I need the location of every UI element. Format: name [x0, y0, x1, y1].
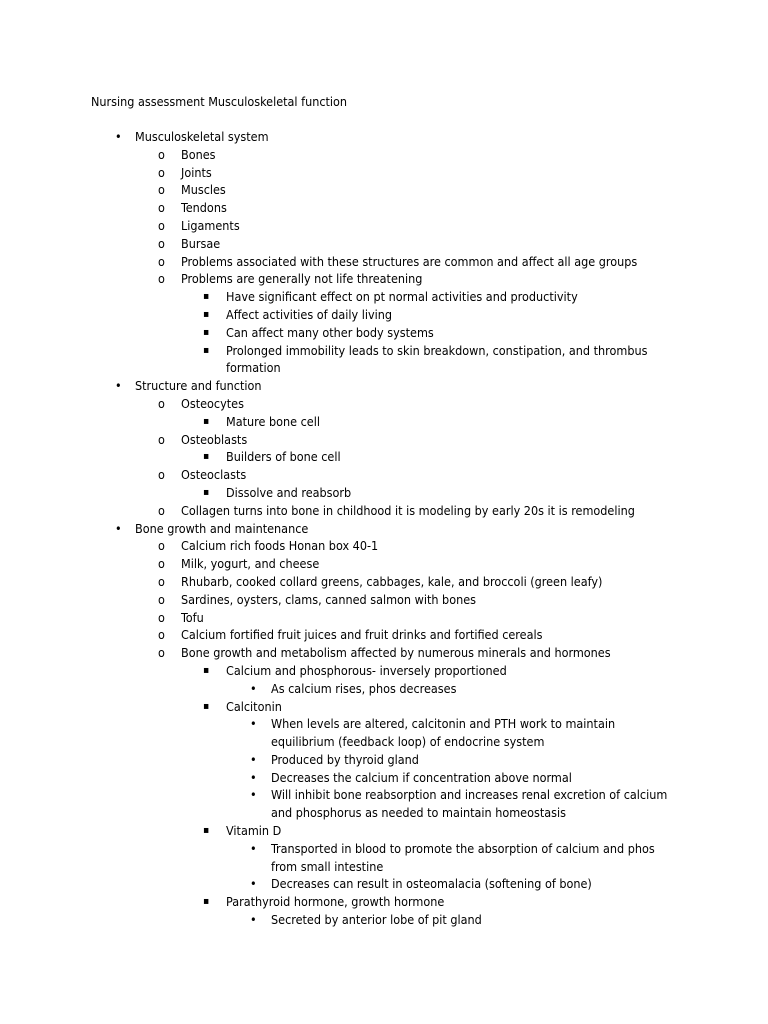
list-item-text: Problems associated with these structures are common and affect all age groups	[181, 253, 638, 269]
bullet-marker: o	[158, 627, 165, 643]
list-item-text: Can affect many other body systems	[226, 324, 434, 340]
bullet-marker: o	[158, 182, 165, 198]
list-item-text: Rhubarb, cooked collard greens, cabbages, kale, and broccoli (green leafy)	[181, 573, 603, 589]
list-item	[0, 840, 768, 858]
list-item	[0, 875, 768, 893]
list-item-text: Calcium fortified fruit juices and fruit drinks and fortified cereals	[181, 627, 543, 643]
bullet-marker: o	[158, 431, 165, 447]
list-item-continuation	[0, 804, 768, 822]
list-item	[0, 181, 768, 199]
list-item	[0, 235, 768, 253]
list-item	[0, 520, 768, 538]
bullet-marker: ▪	[203, 326, 210, 338]
list-item-text: When levels are altered, calcitonin and PTH work to maintain	[271, 716, 616, 732]
bullet-marker: o	[158, 217, 165, 233]
list-item	[0, 448, 768, 466]
list-item	[0, 769, 768, 787]
list-item	[0, 217, 768, 235]
bullet-marker: ▪	[203, 451, 210, 463]
list-item-text: equilibrium (feedback loop) of endocrine system	[271, 734, 545, 750]
list-item-text: Decreases the calcium if concentration above normal	[271, 769, 572, 785]
list-item-text: Decreases can result in osteomalacia (softening of bone)	[271, 876, 592, 892]
list-item	[0, 395, 768, 413]
list-item-text: Secreted by anterior lobe of pit gland	[271, 912, 482, 928]
list-item	[0, 502, 768, 520]
list-item-text: Produced by thyroid gland	[271, 751, 419, 767]
list-item	[0, 484, 768, 502]
list-item-text: Dissolve and reabsorb	[226, 484, 352, 500]
list-item-continuation	[0, 858, 768, 876]
list-item	[0, 270, 768, 288]
bullet-marker: ▪	[203, 825, 210, 837]
list-item-text: Osteocytes	[181, 395, 244, 411]
list-item	[0, 626, 768, 644]
list-item-text: Bone growth and maintenance	[135, 520, 309, 536]
list-item-text: Prolonged immobility leads to skin breakdown, constipation, and thrombus	[226, 342, 648, 358]
list-item-text: formation	[226, 360, 281, 376]
list-item	[0, 786, 768, 804]
list-item-text: Bone growth and metabolism affected by numerous minerals and hormones	[181, 645, 611, 661]
list-item	[0, 893, 768, 911]
list-item	[0, 644, 768, 662]
bullet-marker: ▪	[203, 700, 210, 712]
list-item	[0, 146, 768, 164]
list-item	[0, 751, 768, 769]
list-item	[0, 609, 768, 627]
bullet-marker: o	[158, 609, 165, 625]
list-item-text: Have significant effect on pt normal activities and productivity	[226, 289, 578, 305]
list-item-text: Osteoclasts	[181, 467, 247, 483]
list-item	[0, 698, 768, 716]
bullet-marker: o	[158, 573, 165, 589]
list-item-text: Transported in blood to promote the absorption of calcium and phos	[271, 840, 655, 856]
list-item	[0, 680, 768, 698]
bullet-marker: o	[158, 271, 165, 287]
list-item-text: Muscles	[181, 182, 226, 198]
bullet-marker: ▪	[203, 415, 210, 427]
list-item-text: Bones	[181, 146, 216, 162]
list-item	[0, 591, 768, 609]
list-item-text: Tendons	[181, 200, 227, 216]
list-item	[0, 253, 768, 271]
list-item-text: Problems are generally not life threatening	[181, 271, 423, 287]
bullet-marker: o	[158, 253, 165, 269]
bullet-marker: •	[115, 378, 122, 394]
bullet-marker: ▪	[203, 291, 210, 303]
bullet-marker: •	[115, 520, 122, 536]
list-item	[0, 342, 768, 360]
bullet-marker: o	[158, 591, 165, 607]
list-item-text: Sardines, oysters, clams, canned salmon with bones	[181, 591, 476, 607]
list-item	[0, 715, 768, 733]
list-item-text: As calcium rises, phos decreases	[271, 680, 457, 696]
bullet-marker: o	[158, 200, 165, 216]
bullet-marker: •	[250, 912, 257, 928]
list-item-text: Joints	[181, 164, 212, 180]
list-item	[0, 199, 768, 217]
list-item-text: and phosphorus as needed to maintain homeostasis	[271, 805, 566, 821]
list-item	[0, 822, 768, 840]
bullet-marker: ▪	[203, 344, 210, 356]
bullet-marker: •	[250, 751, 257, 767]
list-item-text: Bursae	[181, 235, 221, 251]
list-item	[0, 466, 768, 484]
bullet-marker: o	[158, 645, 165, 661]
bullet-marker: o	[158, 556, 165, 572]
list-item	[0, 306, 768, 324]
list-item-text: Structure and function	[135, 378, 262, 394]
list-item-text: Calcium and phosphorous- inversely proportioned	[226, 662, 507, 678]
list-item	[0, 164, 768, 182]
list-item-continuation	[0, 359, 768, 377]
list-item-text: Mature bone cell	[226, 413, 320, 429]
list-item	[0, 377, 768, 395]
bullet-marker: ▪	[203, 486, 210, 498]
bullet-marker: •	[250, 680, 257, 696]
list-item-text: Osteoblasts	[181, 431, 248, 447]
bullet-marker: ▪	[203, 664, 210, 676]
list-item	[0, 413, 768, 431]
list-item	[0, 911, 768, 929]
bullet-marker: ▪	[203, 308, 210, 320]
list-item	[0, 431, 768, 449]
list-item	[0, 662, 768, 680]
list-item-text: Will inhibit bone reabsorption and increases renal excretion of calcium	[271, 787, 668, 803]
list-item	[0, 288, 768, 306]
bullet-marker: •	[250, 769, 257, 785]
page-title: Nursing assessment Musculoskeletal function	[91, 94, 348, 109]
list-item	[0, 555, 768, 573]
bullet-marker: •	[250, 876, 257, 892]
list-item-text: Calcium rich foods Honan box 40-1	[181, 538, 379, 554]
list-item-text: Parathyroid hormone, growth hormone	[226, 894, 445, 910]
bullet-marker: o	[158, 502, 165, 518]
list-item-continuation	[0, 733, 768, 751]
bullet-marker: o	[158, 164, 165, 180]
list-item	[0, 324, 768, 342]
bullet-marker: o	[158, 395, 165, 411]
outline-list	[0, 128, 768, 929]
bullet-marker: •	[115, 129, 122, 144]
list-item	[0, 537, 768, 555]
bullet-marker: o	[158, 467, 165, 483]
bullet-marker: o	[158, 235, 165, 251]
list-item-text: Calcitonin	[226, 698, 282, 714]
list-item	[0, 573, 768, 591]
bullet-marker: ▪	[203, 896, 210, 908]
list-item-text: from small intestine	[271, 858, 384, 874]
list-item-text: Affect activities of daily living	[226, 306, 392, 322]
list-item	[0, 128, 768, 146]
list-item-text: Builders of bone cell	[226, 449, 341, 465]
list-item-text: Tofu	[181, 609, 204, 625]
list-item-text: Musculoskeletal system	[135, 129, 269, 144]
list-item-text: Ligaments	[181, 217, 240, 233]
bullet-marker: •	[250, 716, 257, 732]
bullet-marker: o	[158, 538, 165, 554]
bullet-marker: o	[158, 146, 165, 162]
list-item-text: Milk, yogurt, and cheese	[181, 556, 320, 572]
bullet-marker: •	[250, 840, 257, 856]
list-item-text: Vitamin D	[226, 823, 282, 839]
bullet-marker: •	[250, 787, 257, 803]
list-item-text: Collagen turns into bone in childhood it is modeling by early 20s it is remodeling	[181, 502, 635, 518]
